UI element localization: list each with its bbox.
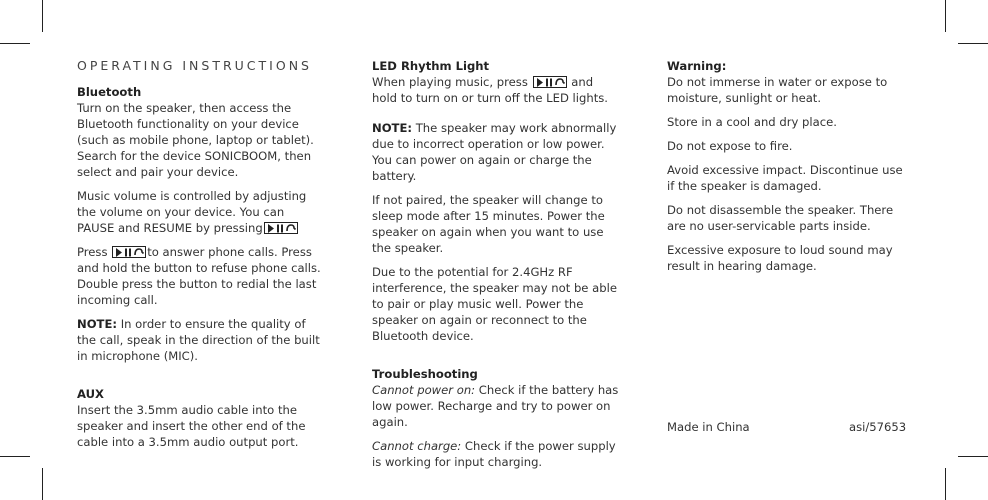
crop-mark — [958, 43, 988, 44]
volume-paragraph: Music volume is controlled by adjusting the volume on your device. You can PAUSE and RESUME by pressing — [77, 189, 307, 235]
note-paragraph: NOTE: The speaker may work abnormally due to incorrect operation or low power. You can power on again or charge the battery. — [372, 121, 617, 183]
crop-mark — [945, 0, 946, 32]
crop-mark — [0, 456, 30, 457]
bluetooth-paragraph: Turn on the speaker, then access the Bluetooth functionality on your device (such as mobile phone, laptop or tablet). Search for the device SONICBOOM, then select and pair your device. — [77, 101, 314, 179]
column-operating — [77, 58, 325, 458]
product-code: asi/57653 — [849, 420, 907, 434]
troubleshooting-heading: Troubleshooting — [372, 367, 478, 381]
warning-item: Store in a cool and dry place. — [667, 115, 837, 129]
page-title: OPERATING INSTRUCTIONS — [77, 58, 312, 73]
crop-mark — [0, 43, 30, 44]
led-paragraph: When playing music, press and hold to turn on or turn off the LED lights. — [372, 75, 608, 105]
crop-mark — [945, 468, 946, 500]
note-paragraph: NOTE: In order to ensure the quality of the call, speak in the direction of the built in microphone (MIC). — [77, 317, 320, 363]
trouble-power-paragraph: Cannot power on: Check if the battery has low power. Recharge and try to power on again. — [372, 383, 619, 429]
made-in-label: Made in China — [667, 420, 750, 434]
crop-mark — [958, 456, 988, 457]
warning-item: Excessive exposure to loud sound may result in hearing damage. — [667, 243, 893, 273]
play-pause-call-icon — [533, 76, 567, 88]
answer-call-paragraph: Press to answer phone calls. Press and hold the button to refuse phone calls. Double press the button to redial the last incoming call. — [77, 245, 321, 307]
column-warning — [667, 58, 907, 282]
sleep-paragraph: If not paired, the speaker will change to sleep mode after 15 minutes. Power the speaker on again when you want to use the speaker. — [372, 193, 605, 255]
column-led — [372, 58, 620, 478]
play-pause-call-icon — [112, 246, 146, 258]
warning-item: Do not expose to fire. — [667, 139, 793, 153]
rf-paragraph: Due to the potential for 2.4GHz RF interference, the speaker may not be able to pair or play music well. Power the speaker on again or reconnect to the Bluetooth device. — [372, 265, 617, 343]
warning-item: Do not immerse in water or expose to moisture, sunlight or heat. — [667, 75, 888, 105]
led-heading: LED Rhythm Light — [372, 59, 490, 73]
bluetooth-heading: Bluetooth — [77, 85, 142, 99]
play-pause-call-icon — [264, 222, 298, 234]
trouble-charge-paragraph: Cannot charge: Check if the power supply is working for input charging. — [372, 439, 616, 469]
aux-heading: AUX — [77, 387, 104, 401]
warning-item: Do not disassemble the speaker. There are no user-servicable parts inside. — [667, 203, 894, 233]
warning-heading: Warning: — [667, 59, 727, 73]
crop-mark — [42, 468, 43, 500]
aux-paragraph: Insert the 3.5mm audio cable into the speaker and insert the other end of the cable into a 3.5mm audio output port. — [77, 403, 306, 449]
crop-mark — [42, 0, 43, 32]
warning-item: Avoid excessive impact. Discontinue use if the speaker is damaged. — [667, 163, 903, 193]
